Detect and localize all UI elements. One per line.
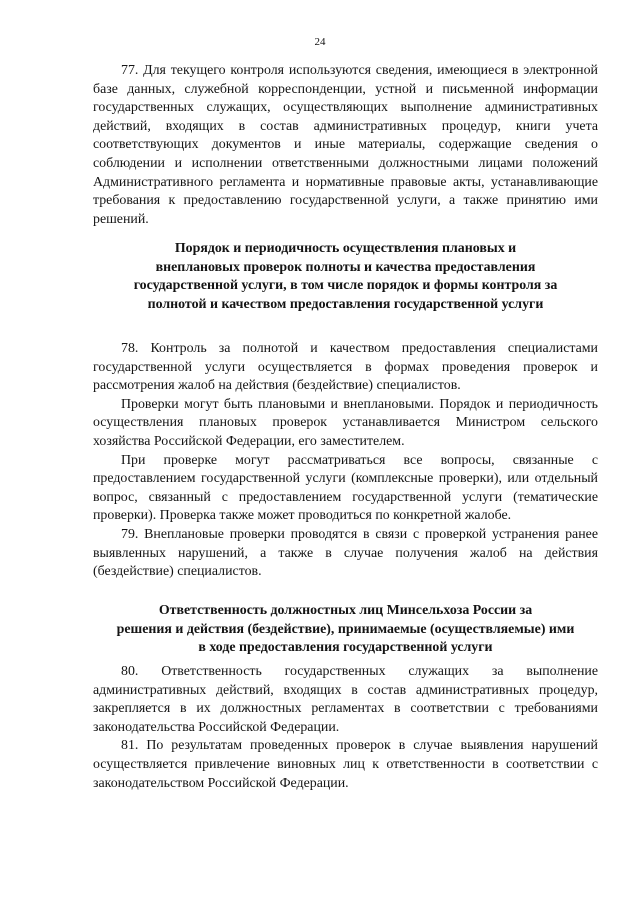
paragraph-checks: Проверки могут быть плановыми и внеплановыми. Порядок и периодичность осуществления плановых проверок устанавливается Министром сельского хозяйства Российской Федерации, его заместителем. <box>93 396 598 449</box>
paragraph-block-77 <box>93 62 598 229</box>
heading-line: государственной услуги, в том числе порядок и формы контроля за <box>133 278 558 294</box>
paragraph-81: 81. По результатам проведенных проверок в случае выявления нарушений осуществляется привлечение виновных лиц к ответственности в соответствии с законодательством Российской Федерации. <box>93 738 598 791</box>
page-number: 24 <box>314 36 326 48</box>
heading-line: Ответственность должностных лиц Минсельхоза России за <box>158 603 533 618</box>
heading-line: решения и действия (бездействие), принимаемые (осуществляемые) ими <box>116 621 575 637</box>
paragraph-77: 77. Для текущего контроля используются сведения, имеющиеся в электронной базе данных, служебной корреспонденции, устной и письменной информации государственных служащих, осуществляющих выполнение административных действий, входящих в состав административных процедур, книги учета соответствующих документов и иные материалы, содержащие сведения о соблюдении и исполнении ответственными должностными лицами положений Административного регламента и нормативные правовые акты, устанавливающие требования к предоставлению государственной услуги, а также принятию ими решений. <box>93 63 598 227</box>
paragraph-79: 79. Внеплановые проверки проводятся в связи с проверкой устранения ранее выявленных нарушений, а также в случае получения жалоб на действия (бездействие) специалистов. <box>93 526 598 580</box>
paragraph-block-80-81 <box>93 663 598 793</box>
paragraph-block-78-79 <box>93 340 598 582</box>
heading-line: внеплановых проверок полноты и качества предоставления <box>155 259 536 275</box>
paragraph-inspection: При проверке могут рассматриваться все вопросы, связанные с предоставлением государственной услуги (комплексные проверки), или отдельный вопрос, связанный с предоставлением государственной услуги (тематические проверки). Проверка также может проводиться по конкретной жалобе. <box>93 452 598 524</box>
paragraph-80: 80. Ответственность государственных служащих за выполнение административных действий, входящих в состав административных процедур, закрепляется в их должностных регламентах в соответствии с требованиями законодательства Российской Федерации. <box>93 664 598 735</box>
section-heading-control <box>93 240 598 314</box>
heading-line: в ходе предоставления государственной услуги <box>198 640 493 656</box>
paragraph-78: 78. Контроль за полнотой и качеством предоставления специалистами государственной услуги осуществляется в формах проведения проверок и рассмотрения жалоб на действия (бездействие) специалистов. <box>93 341 598 394</box>
heading-line: Порядок и периодичность осуществления плановых и <box>174 241 517 256</box>
section-heading-responsibility <box>93 602 598 658</box>
heading-line: полнотой и качеством предоставления государственной услуги <box>147 296 544 312</box>
